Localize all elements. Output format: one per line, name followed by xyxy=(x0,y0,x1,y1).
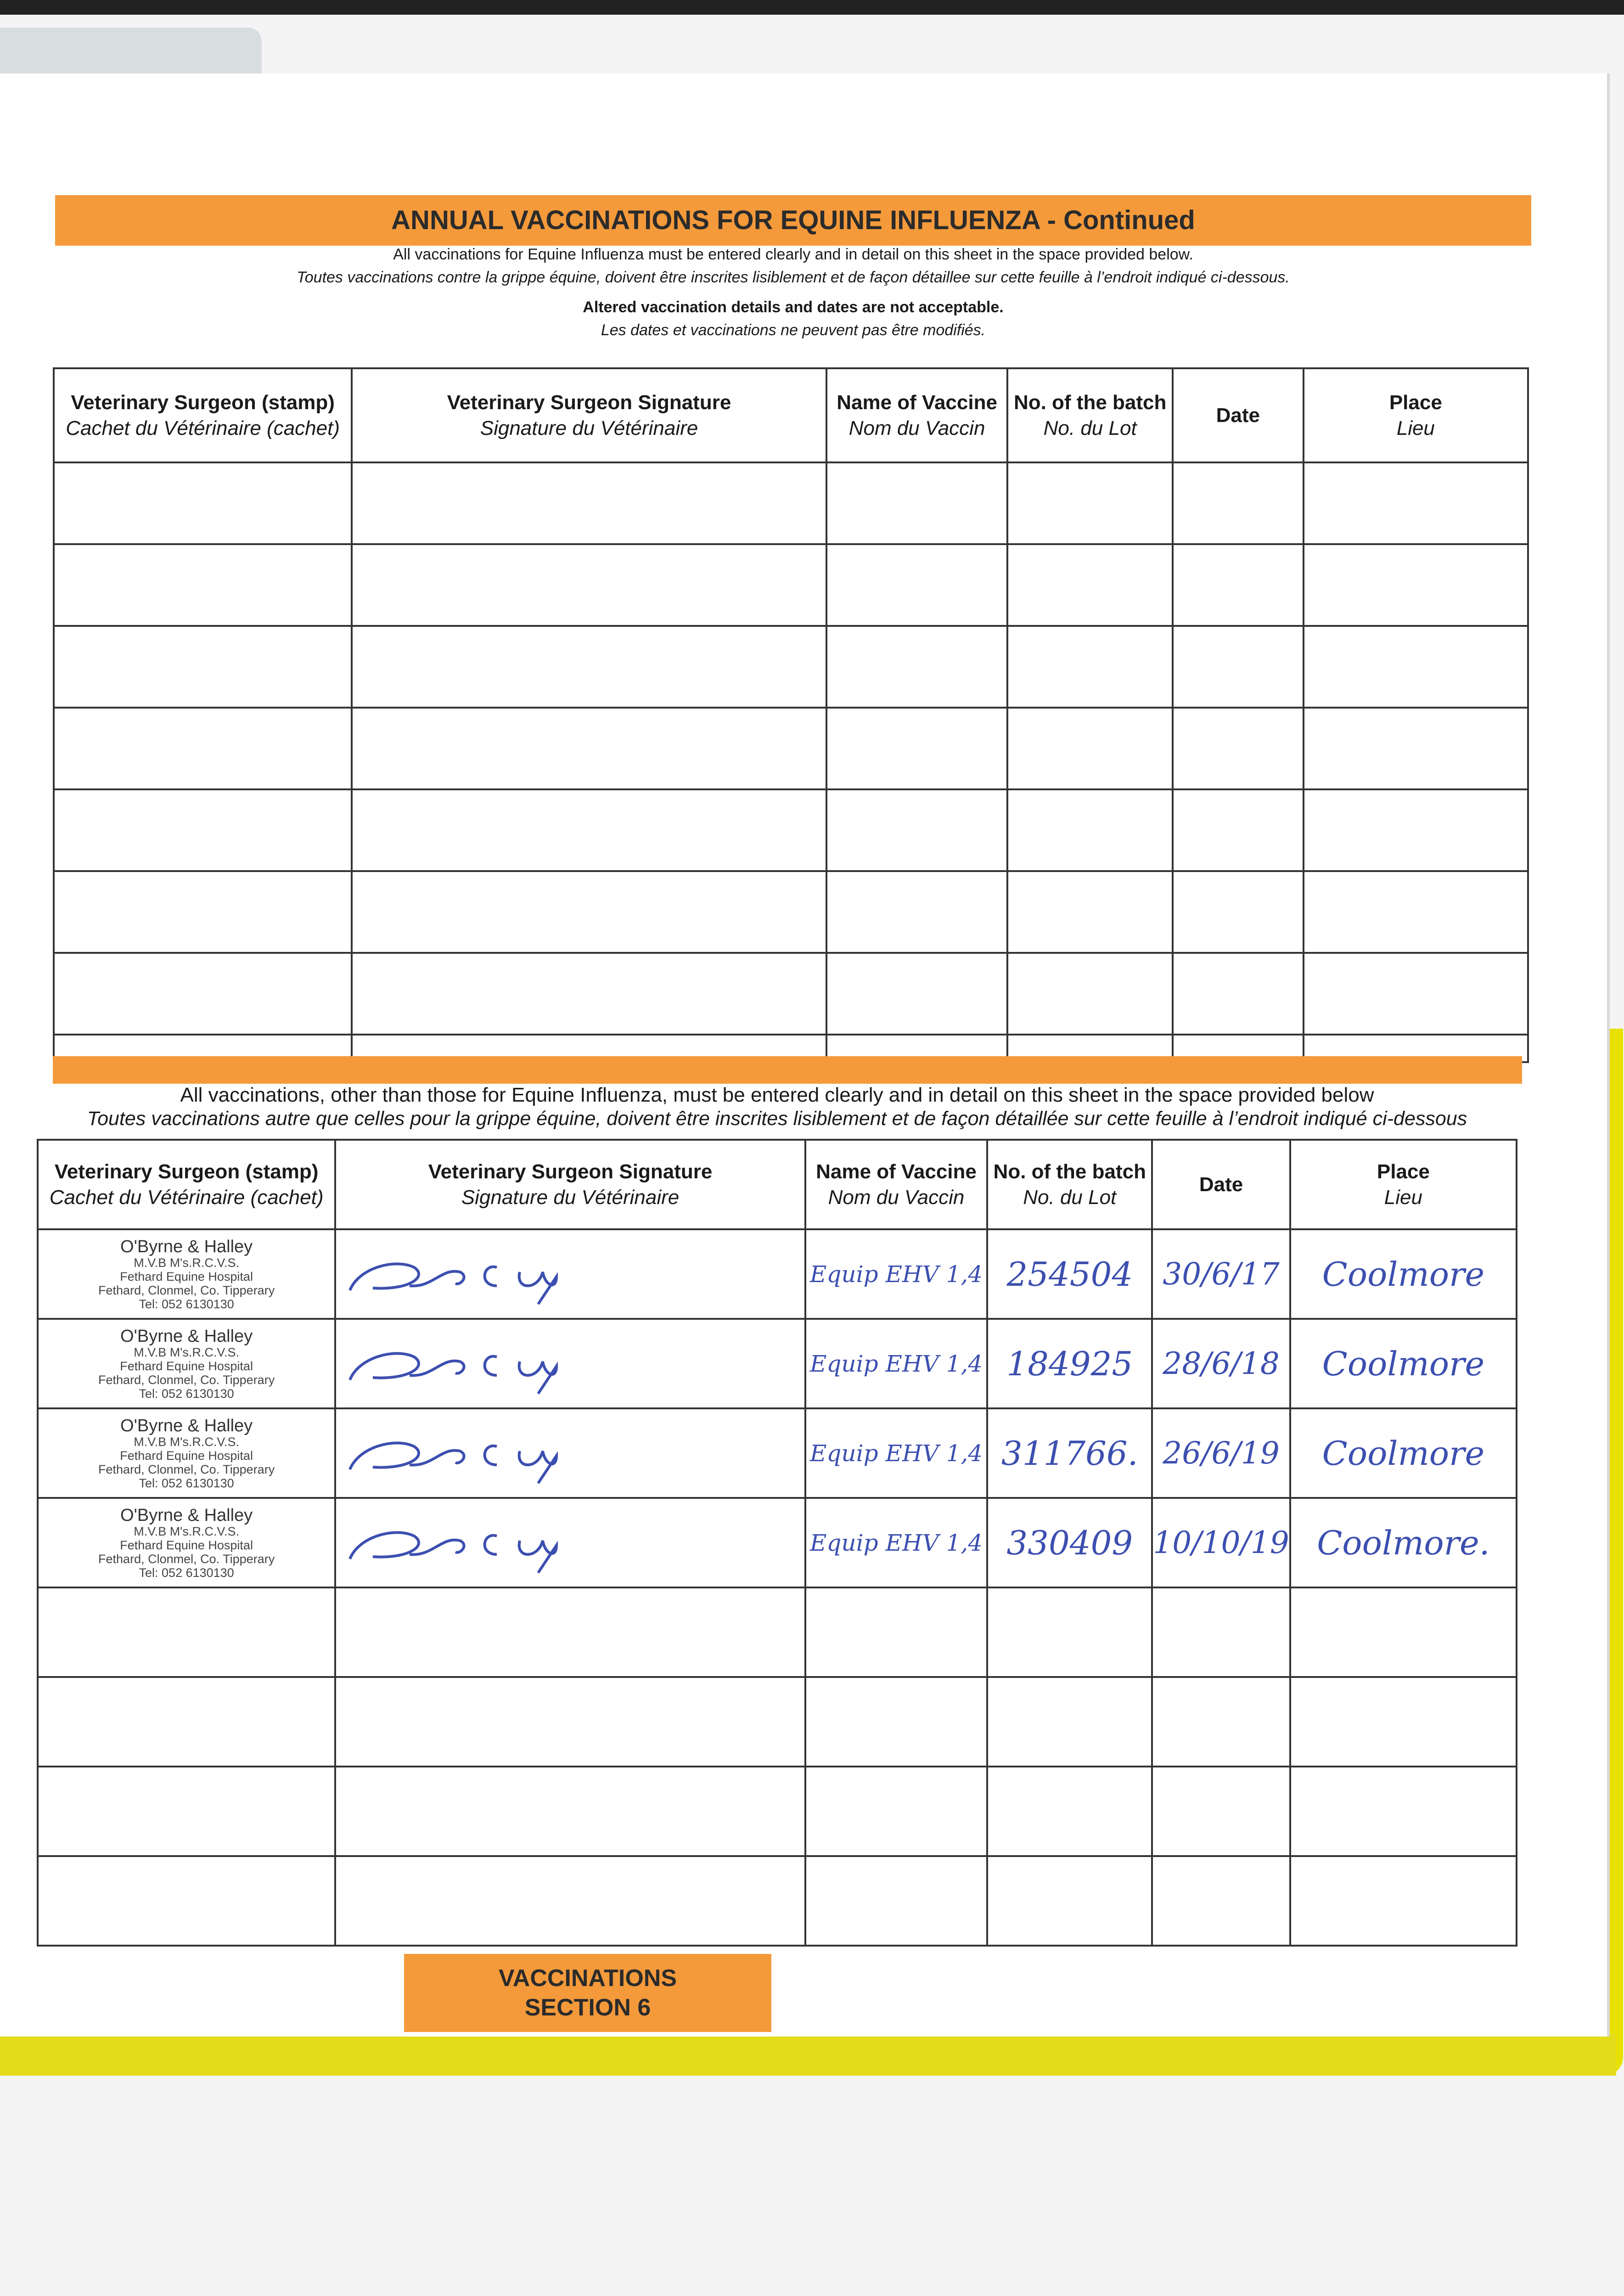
top-instruction-fr: Toutes vaccinations contre la grippe équine, doivent être inscrites lisiblement et de façon détaillee sur cette feuille à l’endroit indiqué ci-dessous. xyxy=(297,269,1290,286)
vet-stamp: O'Byrne & Halley M.V.B M's.R.C.V.S. Fethard Equine Hospital Fethard, Clonmel, Co. Tipperary Tel: 052 6130130 xyxy=(38,1319,335,1408)
table-row xyxy=(38,1856,1517,1946)
top-warning-fr: Les dates et vaccinations ne peuvent pas être modifiés. xyxy=(601,321,986,339)
col-signature: Veterinary Surgeon Signature Signature du Vétérinaire xyxy=(352,368,826,462)
vaccine-name: Equip EHV 1,4 xyxy=(805,1229,987,1319)
batch-number: 330409 xyxy=(987,1498,1152,1587)
col-date: Date xyxy=(1173,368,1304,462)
folder-edge-bottom xyxy=(0,2034,1616,2076)
table-row xyxy=(38,1587,1517,1677)
vaccine-name: Equip EHV 1,4 xyxy=(805,1408,987,1498)
top-instruction-en: All vaccinations for Equine Influenza must be entered clearly and in detail on this sheet in the space provided below. xyxy=(393,246,1193,263)
table-row xyxy=(38,1408,1517,1498)
col-vaccine: Name of Vaccine Nom du Vaccin xyxy=(805,1140,987,1229)
top-warning-en: Altered vaccination details and dates are not acceptable. xyxy=(583,298,1004,316)
col-batch: No. of the batch No. du Lot xyxy=(987,1140,1152,1229)
folder-tab xyxy=(0,28,262,73)
other-vaccinations-table xyxy=(37,1139,1517,1947)
vaccination-place: Coolmore xyxy=(1290,1319,1517,1408)
batch-number: 184925 xyxy=(987,1319,1152,1408)
col-place: Place Lieu xyxy=(1304,368,1528,462)
header-row xyxy=(54,368,1528,462)
table-row xyxy=(38,1767,1517,1856)
bottom-section-banner xyxy=(53,1056,1522,1084)
table-row xyxy=(54,953,1528,1035)
vaccine-name: Equip EHV 1,4 xyxy=(805,1319,987,1408)
col-stamp: Veterinary Surgeon (stamp) Cachet du Vétérinaire (cachet) xyxy=(54,368,352,462)
top-section-title: ANNUAL VACCINATIONS FOR EQUINE INFLUENZA - Continued xyxy=(55,195,1531,246)
vaccination-date: 26/6/19 xyxy=(1152,1408,1290,1498)
col-signature: Veterinary Surgeon Signature Signature du Vétérinaire xyxy=(335,1140,805,1229)
section-label: VACCINATIONS SECTION 6 xyxy=(404,1954,771,2032)
table-row xyxy=(54,789,1528,871)
header-row xyxy=(38,1140,1517,1229)
vaccination-place: Coolmore xyxy=(1290,1229,1517,1319)
vaccination-place: Coolmore xyxy=(1290,1408,1517,1498)
table-row xyxy=(38,1677,1517,1767)
bottom-instruction-en: All vaccinations, other than those for Equine Influenza, must be entered clearly and in detail on this sheet in the space provided below xyxy=(180,1084,1374,1106)
table-row xyxy=(38,1498,1517,1587)
vet-stamp: O'Byrne & Halley M.V.B M's.R.C.V.S. Fethard Equine Hospital Fethard, Clonmel, Co. Tipperary Tel: 052 6130130 xyxy=(38,1408,335,1498)
col-vaccine: Name of Vaccine Nom du Vaccin xyxy=(826,368,1008,462)
bottom-instruction-fr: Toutes vaccinations autre que celles pour la grippe équine, doivent être inscrites lisiblement et de façon détaillée sur cette feuille à l’endroit indiqué ci-dessous xyxy=(87,1108,1467,1130)
vet-stamp: O'Byrne & Halley M.V.B M's.R.C.V.S. Fethard Equine Hospital Fethard, Clonmel, Co. Tipperary Tel: 052 6130130 xyxy=(38,1229,335,1319)
batch-number: 254504 xyxy=(987,1229,1152,1319)
table-row xyxy=(38,1229,1517,1319)
scanner-edge xyxy=(0,0,1624,15)
vaccination-date: 30/6/17 xyxy=(1152,1229,1290,1319)
table-row xyxy=(54,708,1528,789)
col-date: Date xyxy=(1152,1140,1290,1229)
vet-stamp: O'Byrne & Halley M.V.B M's.R.C.V.S. Fethard Equine Hospital Fethard, Clonmel, Co. Tipperary Tel: 052 6130130 xyxy=(38,1498,335,1587)
col-place: Place Lieu xyxy=(1290,1140,1517,1229)
vet-signature xyxy=(335,1498,805,1587)
batch-number: 311766. xyxy=(987,1408,1152,1498)
vet-signature xyxy=(335,1319,805,1408)
col-batch: No. of the batch No. du Lot xyxy=(1007,368,1173,462)
table-row xyxy=(54,626,1528,708)
vaccination-date: 28/6/18 xyxy=(1152,1319,1290,1408)
col-stamp: Veterinary Surgeon (stamp) Cachet du Vétérinaire (cachet) xyxy=(38,1140,335,1229)
vaccination-date: 10/10/19 xyxy=(1152,1498,1290,1587)
table-row xyxy=(54,544,1528,626)
vet-signature xyxy=(335,1229,805,1319)
vaccination-place: Coolmore. xyxy=(1290,1498,1517,1587)
vet-signature xyxy=(335,1408,805,1498)
table-row xyxy=(38,1319,1517,1408)
table-row xyxy=(54,462,1528,544)
equine-influenza-table xyxy=(53,367,1529,1063)
vaccine-name: Equip EHV 1,4 xyxy=(805,1498,987,1587)
table-row xyxy=(54,871,1528,953)
